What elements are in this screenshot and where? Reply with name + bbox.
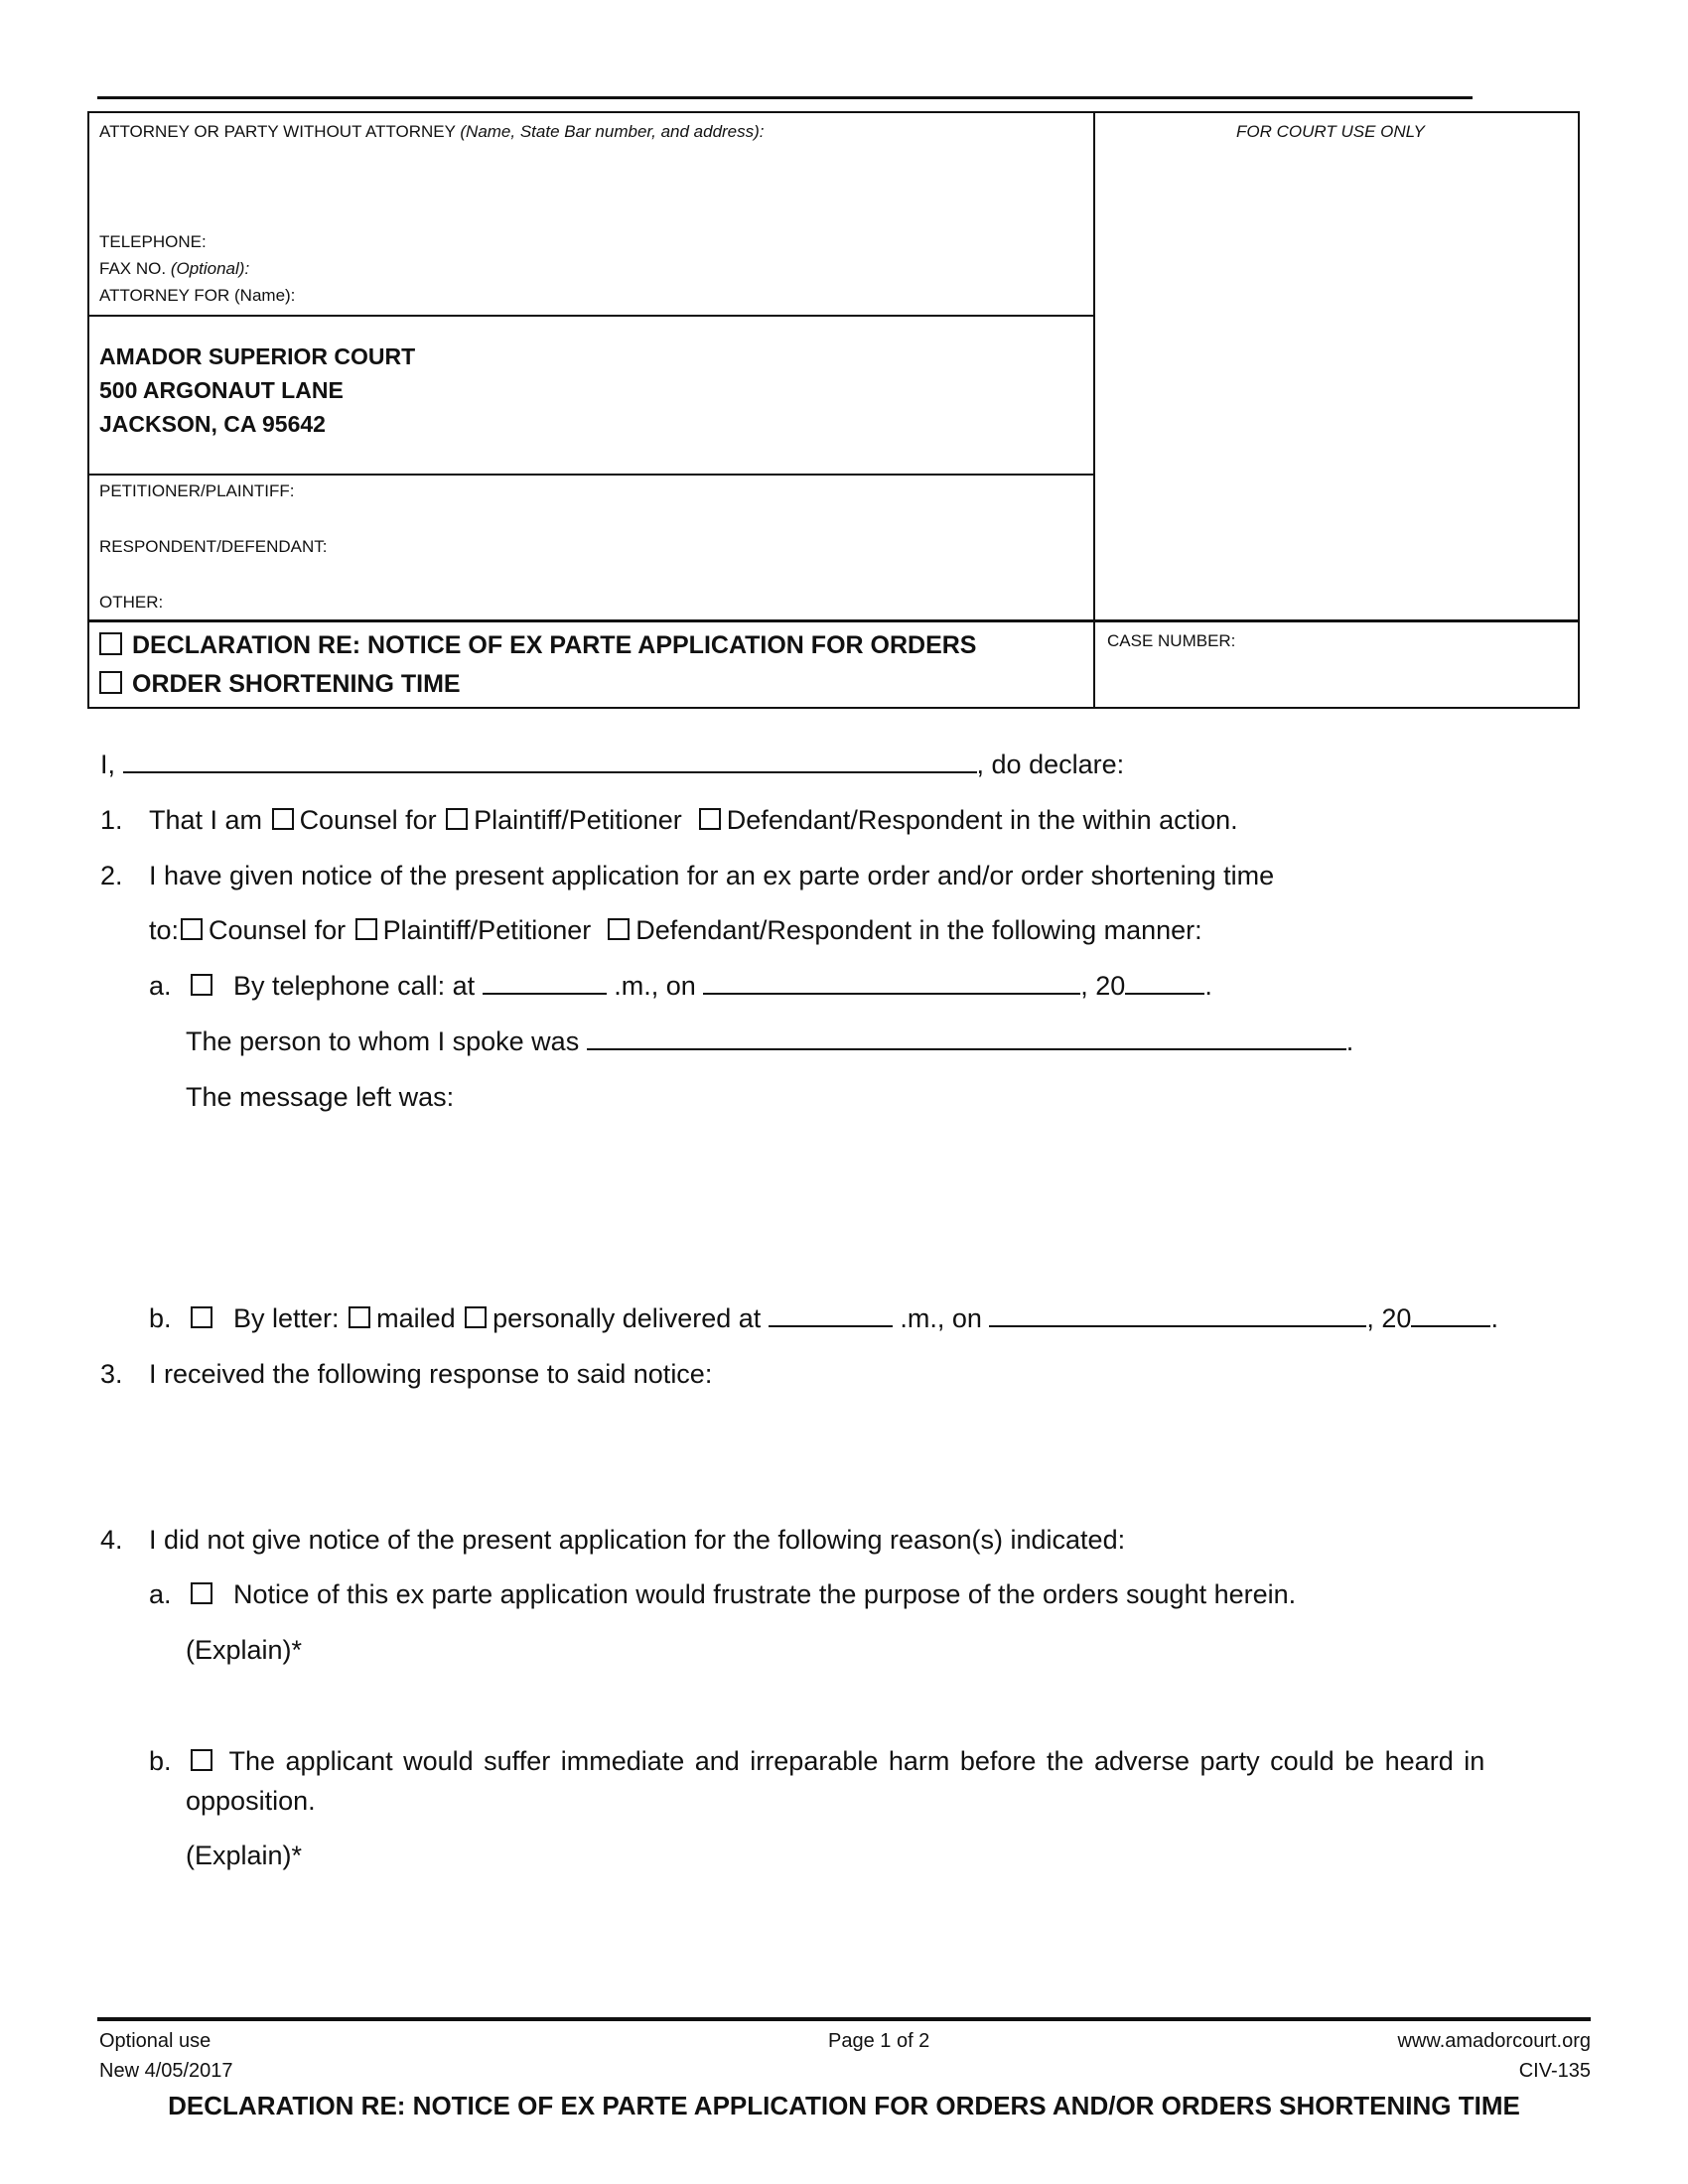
- footer-revision: New 4/05/2017: [99, 2060, 233, 2082]
- item-2a-text: By telephone call: at .m., on , 20 .: [189, 971, 1212, 1002]
- declarant-line: I, , do declare:: [100, 750, 1125, 779]
- item-2b-letter: b.: [149, 1303, 172, 1333]
- item-2: 2.: [100, 861, 123, 890]
- explain-label: (Explain)*: [186, 1635, 303, 1665]
- footer-rule: [97, 2017, 1591, 2021]
- divider: [87, 474, 1094, 476]
- item-4-text: I did not give notice of the present application for the following reason(s) indicated:: [149, 1525, 1126, 1555]
- court-street: 500 ARGONAUT LANE: [99, 377, 344, 403]
- court-website[interactable]: www.amadorcourt.org: [1397, 2030, 1591, 2052]
- checkbox[interactable]: [99, 632, 122, 655]
- respondent-label: RESPONDENT/DEFENDANT:: [99, 537, 328, 556]
- checkbox[interactable]: [99, 671, 122, 694]
- checkbox[interactable]: [608, 918, 630, 940]
- item-2a-letter: a.: [149, 971, 172, 1001]
- checkbox[interactable]: [181, 918, 203, 940]
- case-number-label: CASE NUMBER:: [1107, 631, 1236, 650]
- checkbox[interactable]: [191, 1306, 212, 1328]
- item-4b-text-cont: opposition.: [186, 1786, 316, 1816]
- checkbox[interactable]: [699, 808, 721, 830]
- top-rule: [97, 96, 1473, 99]
- item-4: 4.: [100, 1525, 123, 1555]
- item-2b-text: By letter: mailed personally delivered at .m., on , 20 .: [189, 1303, 1498, 1334]
- item-3: 3.: [100, 1359, 123, 1389]
- year-field[interactable]: [1125, 971, 1204, 995]
- explain-label: (Explain)*: [186, 1841, 303, 1870]
- item-1: 1.: [100, 805, 123, 835]
- checkbox[interactable]: [465, 1306, 487, 1328]
- date-field[interactable]: [989, 1303, 1366, 1327]
- title-option-ost: ORDER SHORTENING TIME: [99, 670, 461, 699]
- attorney-label: ATTORNEY OR PARTY WITHOUT ATTORNEY (Name, State Bar number, and address):: [99, 122, 765, 141]
- attorney-for-label: ATTORNEY FOR (Name):: [99, 286, 296, 305]
- petitioner-label: PETITIONER/PLAINTIFF:: [99, 481, 295, 500]
- divider: [87, 315, 1094, 317]
- date-field[interactable]: [703, 971, 1080, 995]
- footer-title: DECLARATION RE: NOTICE OF EX PARTE APPLICATION FOR ORDERS AND/OR ORDERS SHORTENING TIME: [168, 2091, 1520, 2120]
- person-line: The person to whom I spoke was .: [186, 1026, 1354, 1056]
- declarant-name-field[interactable]: [123, 750, 977, 773]
- column-divider: [1093, 111, 1095, 707]
- checkbox[interactable]: [355, 918, 377, 940]
- other-label: OTHER:: [99, 593, 164, 612]
- court-name: AMADOR SUPERIOR COURT: [99, 343, 416, 369]
- form-number: CIV-135: [1518, 2060, 1591, 2082]
- court-city: JACKSON, CA 95642: [99, 411, 326, 437]
- court-use-label: FOR COURT USE ONLY: [1236, 122, 1425, 141]
- checkbox[interactable]: [191, 1582, 212, 1604]
- item-2-recipients: to: Counsel for Plaintiff/Petitioner Defendant/Respondent in the following manner:: [149, 915, 1202, 945]
- fax-label: FAX NO. (Optional):: [99, 259, 250, 278]
- time-field[interactable]: [769, 1303, 893, 1327]
- footer-optional: Optional use: [99, 2030, 211, 2052]
- page-number: Page 1 of 2: [828, 2030, 930, 2052]
- item-4b-text: The applicant would suffer immediate and irreparable harm before the adverse party could be heard in: [189, 1746, 1484, 1777]
- item-4b-letter: b.: [149, 1746, 172, 1776]
- divider: [87, 619, 1578, 622]
- checkbox[interactable]: [191, 974, 212, 996]
- title-option-declaration: DECLARATION RE: NOTICE OF EX PARTE APPLICATION FOR ORDERS: [99, 631, 976, 660]
- item-2-text: I have given notice of the present application for an ex parte order and/or order shortening time: [149, 861, 1275, 890]
- item-3-text: I received the following response to said notice:: [149, 1359, 713, 1389]
- person-field[interactable]: [587, 1026, 1346, 1050]
- year-field[interactable]: [1411, 1303, 1490, 1327]
- message-label: The message left was:: [186, 1082, 455, 1112]
- item-1-text: That I am Counsel for Plaintiff/Petitioner Defendant/Respondent in the within action.: [149, 805, 1238, 835]
- checkbox[interactable]: [191, 1749, 212, 1771]
- checkbox[interactable]: [272, 808, 294, 830]
- time-field[interactable]: [483, 971, 607, 995]
- telephone-label: TELEPHONE:: [99, 232, 207, 251]
- item-4a-text: Notice of this ex parte application would frustrate the purpose of the orders sought herein.: [189, 1579, 1296, 1610]
- checkbox[interactable]: [349, 1306, 370, 1328]
- item-4a-letter: a.: [149, 1579, 172, 1609]
- checkbox[interactable]: [446, 808, 468, 830]
